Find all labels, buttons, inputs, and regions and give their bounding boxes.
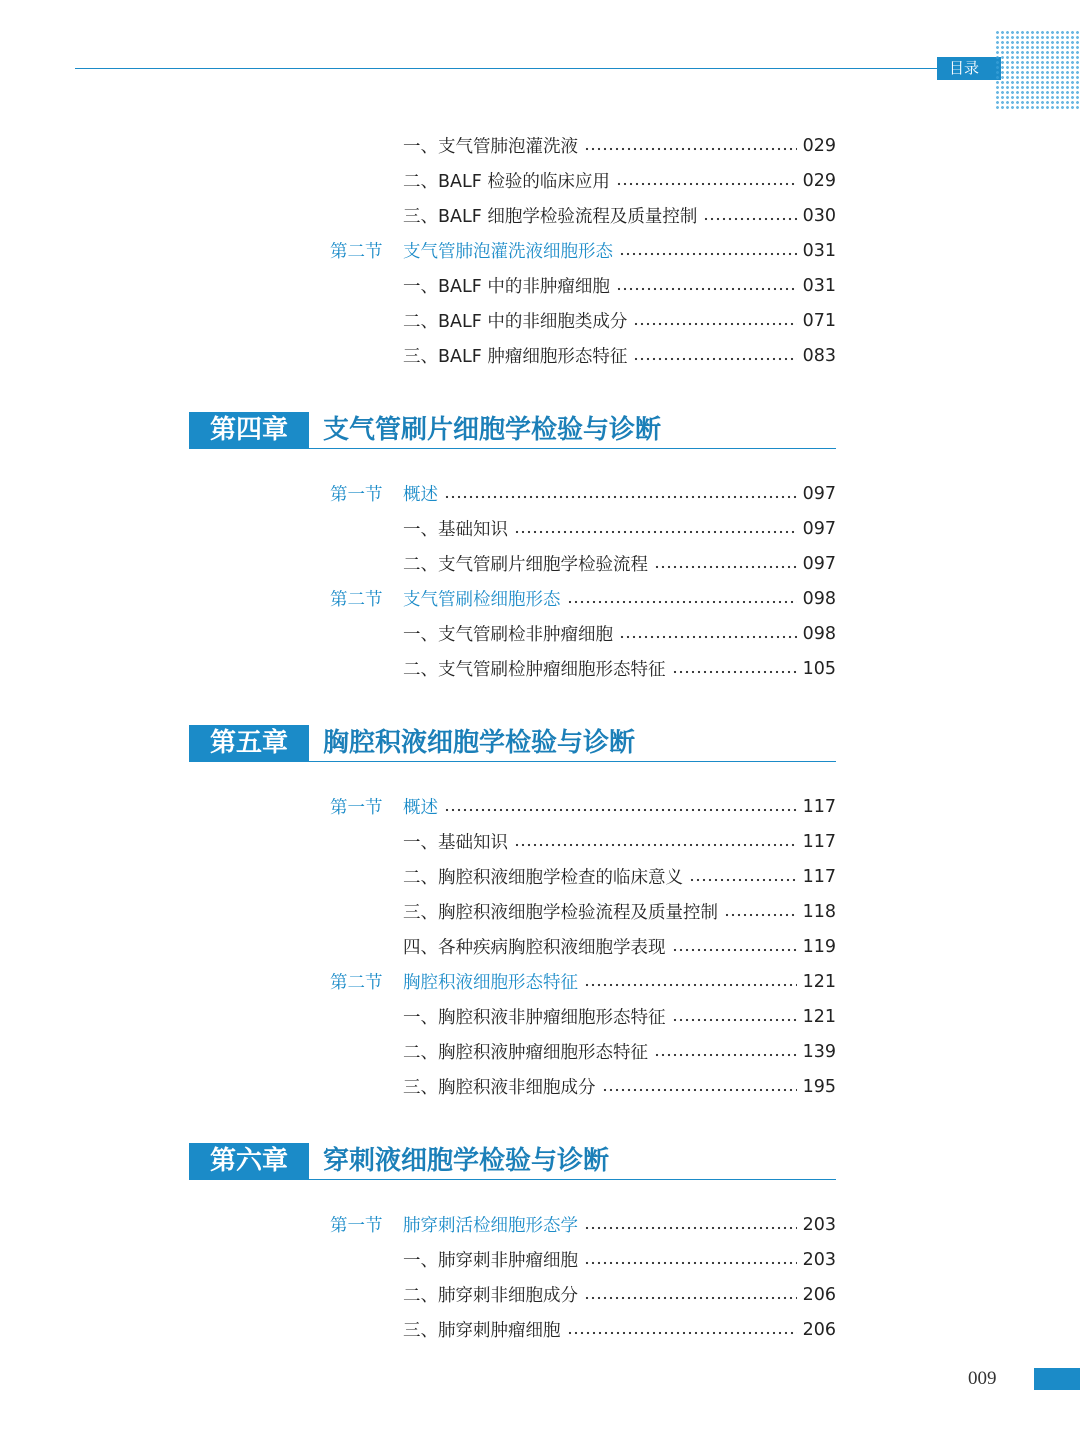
- toc-item-entry[interactable]: [330, 303, 836, 338]
- dot-leader: [672, 1017, 797, 1023]
- entry-page-number: 206: [802, 1284, 836, 1305]
- page-number: 009: [968, 1368, 997, 1389]
- entry-title: 三、胸腔积液非细胞成分: [403, 1078, 596, 1098]
- toc-section-entry[interactable]: [330, 1207, 836, 1242]
- entry-title: 概述: [403, 798, 438, 818]
- entry-title: 支气管刷检细胞形态: [403, 590, 561, 610]
- entry-page-number: 117: [802, 796, 836, 817]
- dot-leader: [584, 1225, 797, 1231]
- dot-leader: [616, 181, 797, 187]
- section-number: 第二节: [330, 973, 383, 993]
- chapter-heading: [189, 412, 836, 449]
- dot-leader: [633, 321, 796, 327]
- entry-page-number: 083: [802, 345, 836, 366]
- section-number: 第二节: [330, 242, 383, 262]
- toc-item-entry[interactable]: [330, 511, 836, 546]
- chapter-title: 穿刺液细胞学检验与诊断: [323, 1146, 610, 1176]
- toc-item-entry[interactable]: [330, 546, 836, 581]
- toc-item-entry[interactable]: [330, 338, 836, 373]
- toc-item-entry[interactable]: [330, 198, 836, 233]
- entry-page-number: 071: [802, 310, 836, 331]
- entry-page-number: 031: [802, 275, 836, 296]
- entry-title: 肺穿刺活检细胞形态学: [403, 1216, 578, 1236]
- entry-page-number: 203: [802, 1214, 836, 1235]
- entry-title: 二、支气管刷检肿瘤细胞形态特征: [403, 660, 666, 680]
- entry-page-number: 118: [802, 901, 836, 922]
- toc-section-entry[interactable]: [330, 233, 836, 268]
- toc-section-entry[interactable]: [330, 964, 836, 999]
- dot-leader: [584, 982, 797, 988]
- dot-leader: [567, 599, 797, 605]
- entry-page-number: 029: [802, 135, 836, 156]
- entry-page-number: 203: [802, 1249, 836, 1270]
- entry-page-number: 119: [802, 936, 836, 957]
- toc-item-entry[interactable]: [330, 1312, 836, 1347]
- dot-leader: [654, 1052, 797, 1058]
- entry-title: 三、BALF 肿瘤细胞形态特征: [403, 347, 628, 367]
- entry-title: 一、基础知识: [403, 833, 508, 853]
- entry-title: 二、BALF 检验的临床应用: [403, 172, 610, 192]
- entry-page-number: 097: [802, 518, 836, 539]
- dot-leader: [584, 1295, 797, 1301]
- dot-leader: [584, 146, 797, 152]
- dot-leader: [567, 1330, 797, 1336]
- entry-page-number: 097: [802, 553, 836, 574]
- entry-title: 二、支气管刷片细胞学检验流程: [403, 555, 648, 575]
- entry-title: 一、基础知识: [403, 520, 508, 540]
- entry-page-number: 031: [802, 240, 836, 261]
- entry-title: 二、肺穿刺非细胞成分: [403, 1286, 578, 1306]
- dot-leader: [444, 807, 797, 813]
- dot-leader: [584, 1260, 797, 1266]
- toc-section-entry[interactable]: [330, 581, 836, 616]
- entry-title: 三、胸腔积液细胞学检验流程及质量控制: [403, 903, 718, 923]
- dot-leader: [619, 251, 797, 257]
- chapter-heading: [189, 1143, 836, 1180]
- header-rule: [75, 68, 937, 69]
- dot-leader: [602, 1087, 797, 1093]
- entry-title: 四、各种疾病胸腔积液细胞学表现: [403, 938, 666, 958]
- dot-leader: [514, 529, 797, 535]
- chapter-title: 胸腔积液细胞学检验与诊断: [323, 728, 636, 758]
- entry-title: 概述: [403, 485, 438, 505]
- entry-page-number: 121: [802, 971, 836, 992]
- entry-title: 二、胸腔积液细胞学检查的临床意义: [403, 868, 683, 888]
- chapter-label: 第六章: [189, 1143, 309, 1179]
- toc-item-entry[interactable]: [330, 999, 836, 1034]
- entry-title: 二、BALF 中的非细胞类成分: [403, 312, 628, 332]
- toc-item-entry[interactable]: [330, 616, 836, 651]
- toc-item-entry[interactable]: [330, 268, 836, 303]
- entry-page-number: 117: [802, 831, 836, 852]
- toc-item-entry[interactable]: [330, 824, 836, 859]
- chapter-title: 支气管刷片细胞学检验与诊断: [323, 415, 662, 445]
- toc-item-entry[interactable]: [330, 1242, 836, 1277]
- entry-title: 三、BALF 细胞学检验流程及质量控制: [403, 207, 698, 227]
- entry-title: 一、胸腔积液非肿瘤细胞形态特征: [403, 1008, 666, 1028]
- section-number: 第二节: [330, 590, 383, 610]
- toc-item-entry[interactable]: [330, 1034, 836, 1069]
- dot-leader: [724, 912, 797, 918]
- toc-item-entry[interactable]: [330, 1069, 836, 1104]
- entry-page-number: 117: [802, 866, 836, 887]
- section-number: 第一节: [330, 1216, 383, 1236]
- entry-page-number: 030: [802, 205, 836, 226]
- toc-item-entry[interactable]: [330, 128, 836, 163]
- toc-item-entry[interactable]: [330, 1277, 836, 1312]
- entry-page-number: 139: [802, 1041, 836, 1062]
- dot-leader: [616, 286, 797, 292]
- dot-pattern-decoration: [995, 30, 1080, 110]
- dot-leader: [514, 842, 797, 848]
- page-number-bar: [1034, 1368, 1080, 1390]
- toc-item-entry[interactable]: [330, 163, 836, 198]
- entry-page-number: 105: [802, 658, 836, 679]
- entry-title: 一、支气管刷检非肿瘤细胞: [403, 625, 613, 645]
- chapter-label: 第五章: [189, 725, 309, 761]
- entry-title: 一、肺穿刺非肿瘤细胞: [403, 1251, 578, 1271]
- toc-item-entry[interactable]: [330, 859, 836, 894]
- entry-page-number: 206: [802, 1319, 836, 1340]
- entry-page-number: 097: [802, 483, 836, 504]
- dot-leader: [654, 564, 797, 570]
- toc-item-entry[interactable]: [330, 651, 836, 686]
- toc-item-entry[interactable]: [330, 894, 836, 929]
- toc-section-entry[interactable]: [330, 476, 836, 511]
- dot-leader: [633, 356, 796, 362]
- entry-title: 一、BALF 中的非肿瘤细胞: [403, 277, 610, 297]
- entry-title: 胸腔积液细胞形态特征: [403, 973, 578, 993]
- dot-leader: [444, 494, 797, 500]
- entry-title: 二、胸腔积液肿瘤细胞形态特征: [403, 1043, 648, 1063]
- entry-page-number: 121: [802, 1006, 836, 1027]
- entry-title: 一、支气管肺泡灌洗液: [403, 137, 578, 157]
- section-number: 第一节: [330, 485, 383, 505]
- entry-page-number: 098: [802, 623, 836, 644]
- section-number: 第一节: [330, 798, 383, 818]
- entry-title: 支气管肺泡灌洗液细胞形态: [403, 242, 613, 262]
- header-tab: 目录: [937, 57, 1001, 80]
- entry-page-number: 195: [802, 1076, 836, 1097]
- entry-page-number: 029: [802, 170, 836, 191]
- dot-leader: [672, 669, 797, 675]
- toc-section-entry[interactable]: [330, 789, 836, 824]
- chapter-heading: [189, 725, 836, 762]
- toc-item-entry[interactable]: [330, 929, 836, 964]
- dot-leader: [672, 947, 797, 953]
- dot-leader: [689, 877, 797, 883]
- dot-leader: [703, 216, 796, 222]
- dot-leader: [619, 634, 797, 640]
- entry-page-number: 098: [802, 588, 836, 609]
- entry-title: 三、肺穿刺肿瘤细胞: [403, 1321, 561, 1341]
- chapter-label: 第四章: [189, 412, 309, 448]
